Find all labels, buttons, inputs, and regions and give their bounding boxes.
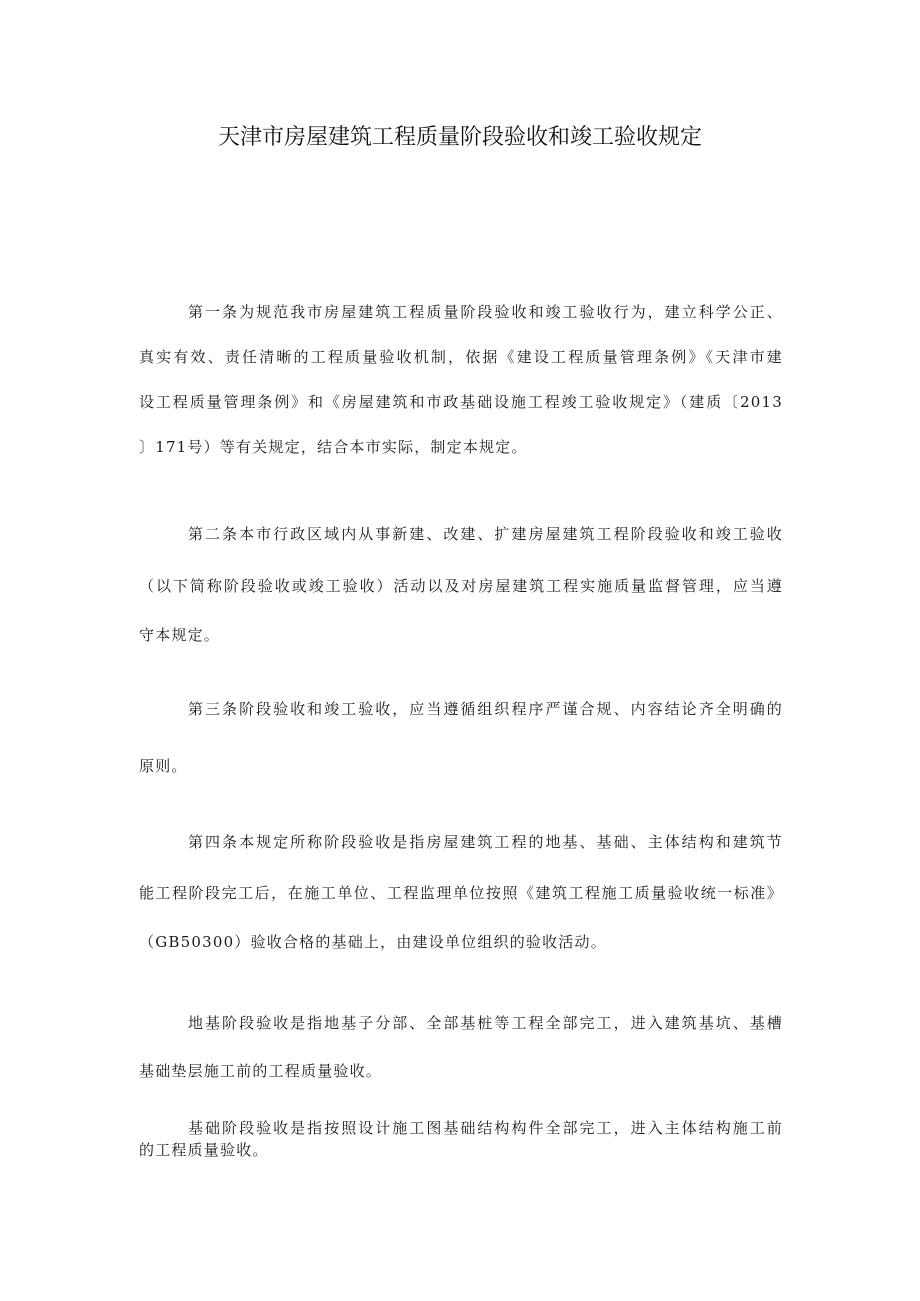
- article-3-line-1: 第三条阶段验收和竣工验收，应当遵循组织程序严谨合规、内容结论齐全明确的: [188, 700, 783, 718]
- article-3-line-2: 原则。: [139, 757, 188, 775]
- article-4-line-2: 能工程阶段完工后，在施工单位、工程监理单位按照《建筑工程施工质量验收统一标准》: [139, 884, 783, 902]
- article-2-line-3: 守本规定。: [139, 626, 221, 644]
- article-1-line-4: 〕171号）等有关规定，结合本市实际，制定本规定。: [139, 438, 528, 456]
- article-4-line-3: （GB50300）验收合格的基础上，由建设单位组织的验收活动。: [139, 933, 607, 951]
- article-4-line-1: 第四条本规定所称阶段验收是指房屋建筑工程的地基、基础、主体结构和建筑节: [188, 833, 783, 851]
- article-2-line-1: 第二条本市行政区域内从事新建、改建、扩建房屋建筑工程阶段验收和竣工验收: [188, 525, 783, 543]
- document-title: 天津市房屋建筑工程质量阶段验收和竣工验收规定: [217, 125, 702, 150]
- article-2-line-2: （以下简称阶段验收或竣工验收）活动以及对房屋建筑工程实施质量监督管理，应当遵: [139, 577, 783, 595]
- subgrade-stage-line-2: 基础垫层施工前的工程质量验收。: [139, 1062, 383, 1080]
- subgrade-stage-line-1: 地基阶段验收是指地基子分部、全部基桩等工程全部完工，进入建筑基坑、基槽: [188, 1014, 783, 1032]
- foundation-stage-line-2: 的工程质量验收。: [139, 1141, 269, 1159]
- article-1-line-1: 第一条为规范我市房屋建筑工程质量阶段验收和竣工验收行为，建立科学公正、: [188, 303, 783, 321]
- foundation-stage-line-1: 基础阶段验收是指按照设计施工图基础结构构件全部完工，进入主体结构施工前: [188, 1119, 783, 1137]
- article-1-line-2: 真实有效、责任清晰的工程质量验收机制，依据《建设工程质量管理条例》《天津市建: [139, 348, 783, 366]
- article-1-line-3: 设工程质量管理条例》和《房屋建筑和市政基础设施工程竣工验收规定》（建质〔2013: [139, 393, 783, 411]
